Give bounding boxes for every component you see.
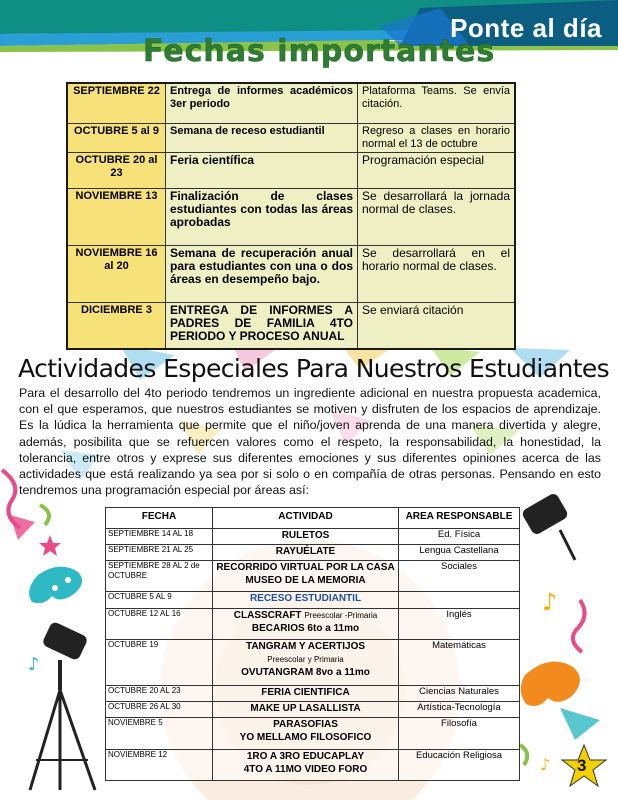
fecha-cell: OCTUBRE 19	[106, 639, 213, 685]
area-cell: Sociales	[399, 561, 520, 592]
note-cell: Se enviará citación	[358, 302, 516, 349]
table-row	[106, 592, 520, 608]
fecha-cell: OCTUBRE 26 AL 30	[106, 702, 213, 718]
table-row	[106, 608, 520, 639]
table-header-row	[106, 508, 520, 529]
svg-text:♪: ♪	[542, 588, 558, 616]
table-row	[106, 749, 520, 780]
note-cell: Plataforma Teams. Se envía citación.	[358, 83, 516, 123]
note-cell: Se desarrollará la jornada normal de clases.	[358, 188, 516, 245]
event-cell: ENTREGA DE INFORMES A PADRES DE FAMILIA 4TO PERIODO Y PROCESO ANUAL	[166, 302, 358, 349]
actividad-cell: MAKE UP LASALLISTA	[213, 702, 399, 718]
table-row	[106, 718, 520, 749]
area-cell	[399, 592, 520, 608]
table-row	[67, 152, 515, 188]
date-cell: SEPTIEMBRE 22	[67, 83, 166, 123]
area-cell: Ciencias Naturales	[399, 686, 520, 702]
table-row	[106, 686, 520, 702]
date-cell: OCTUBRE 5 al 9	[67, 123, 166, 152]
actividad-cell: RULETOS	[213, 528, 399, 544]
table-row	[67, 123, 515, 152]
fecha-cell: SEPTIEMBRE 14 AL 18	[106, 528, 213, 544]
event-cell: Feria científica	[166, 152, 358, 188]
fecha-cell: SEPTIEMBRE 21 AL 25	[106, 545, 213, 561]
actividad-main: 1RO A 3RO EDUCAPLAY	[246, 750, 365, 762]
activities-paragraph: Para el desarrollo del 4to periodo tendremos un ingrediente adicional en nuestra propuesta academica, con el que esperamos, que nuestros estudiantes se motiven y disfruten de los espacios de aprendizaje. Es la lúdica la herramienta que permite que el niño/joven aprenda de una manera divertida y alegre, además, posibilita que se refuercen valores como el respeto, la responsabilidad, la honestidad, la tolerancia, entre otros y exprese sus diferentes emociones y sus diferentes opiniones acerca de las actividades que está realizando ya sea por si solo o en compañía de otras personas. Pensando en esto tendremos una programación especial por áreas así:	[19, 386, 601, 498]
note-cell: Se desarrollará en el horario normal de clases.	[358, 245, 516, 302]
table-row	[67, 302, 515, 349]
fecha-cell: NOVIEMBRE 12	[106, 749, 213, 780]
svg-text:♪: ♪	[28, 654, 40, 675]
date-cell: DICIEMBRE 3	[67, 302, 166, 349]
area-cell: Lengua Castellana	[399, 545, 520, 561]
actividad-secondary: BECARIOS 6to a 11mo	[251, 622, 360, 634]
area-cell: Educación Religiosa	[399, 749, 520, 780]
note-cell: Regreso a clases en horario normal el 13 de octubre	[358, 123, 516, 152]
actividad-secondary: YO MELLAMO FILOSOFICO	[239, 732, 372, 744]
fecha-cell: SEPTIEMBRE 28 AL 2 de OCTUBRE	[106, 561, 213, 592]
table-row	[106, 702, 520, 718]
header-actividad: ACTIVIDAD	[213, 508, 399, 529]
actividad-cell: RECORRIDO VIRTUAL POR LA CASA MUSEO DE LA MEMORIA	[213, 561, 399, 592]
event-cell: Entrega de informes académicos 3er periodo	[166, 83, 358, 123]
page-number: 3	[577, 756, 587, 775]
table-row	[106, 561, 520, 592]
page-title: Fechas importantes	[143, 34, 496, 69]
table-row	[67, 188, 515, 245]
actividad-cell: RECESO ESTUDIANTIL	[249, 593, 362, 605]
actividad-secondary: 4TO A 11MO VIDEO FORO	[243, 763, 368, 775]
table-row	[67, 245, 515, 302]
area-cell: Filosofía	[399, 718, 520, 749]
fecha-cell: NOVIEMBRE 5	[106, 718, 213, 749]
actividad-cell: RAYUÉLATE	[213, 545, 399, 561]
actividad-secondary: OVUTANGRAM 8vo a 11mo	[241, 666, 370, 678]
table-row	[67, 83, 515, 123]
svg-text:♪: ♪	[540, 755, 551, 774]
event-cell: Semana de recuperación anual para estudiantes con una o dos áreas en desempeño bajo.	[166, 245, 358, 302]
activities-table	[105, 507, 520, 781]
table-row	[106, 545, 520, 561]
table-row	[106, 639, 520, 685]
fecha-cell: OCTUBRE 12 AL 16	[106, 608, 213, 639]
event-cell: Semana de receso estudiantil	[166, 123, 358, 152]
date-cell: NOVIEMBRE 13	[67, 188, 166, 245]
date-cell: NOVIEMBRE 16 al 20	[67, 245, 166, 302]
actividad-main: PARASOFIAS	[273, 719, 338, 731]
table-row	[106, 528, 520, 544]
actividad-sub: Preescolar y Primaria	[267, 654, 344, 664]
area-cell: Ed. Física	[399, 528, 520, 544]
important-dates-table	[66, 82, 516, 350]
actividad-main: CLASSCRAFT	[233, 609, 302, 621]
fecha-cell: OCTUBRE 20 AL 23	[106, 686, 213, 702]
note-cell: Programación especial	[358, 152, 516, 188]
date-cell: OCTUBRE 20 al 23	[67, 152, 166, 188]
header-area: AREA RESPONSABLE	[399, 508, 520, 529]
activities-title: Actividades Especiales Para Nuestros Estudiantes	[18, 354, 610, 383]
header-fecha: FECHA	[106, 508, 213, 529]
area-cell: Inglés	[399, 608, 520, 639]
actividad-main: TANGRAM Y ACERTIJOS	[245, 640, 366, 652]
section-title: Ponte al día	[450, 13, 602, 43]
area-cell: Matemáticas	[399, 639, 520, 685]
actividad-sub: Preescolar -Primaria	[304, 610, 378, 620]
event-cell: Finalización de clases estudiantes con todas las áreas aprobadas	[166, 188, 358, 245]
actividad-cell: FERIA CIENTIFICA	[213, 686, 399, 702]
area-cell: Artística-Tecnología	[399, 702, 520, 718]
fecha-cell: OCTUBRE 5 AL 9	[106, 592, 213, 608]
